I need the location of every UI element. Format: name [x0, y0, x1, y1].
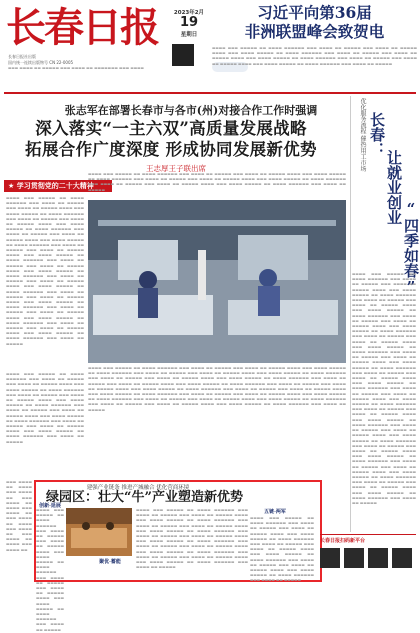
factory-photo: [88, 200, 346, 363]
feature-body-col1: ▬▬▬▬ ▬▬▬ ▬▬▬▬▬ ▬▬ ▬▬▬▬ ▬▬▬▬▬▬ ▬▬▬ ▬▬▬▬ ▬▬ ▬▬▬▬▬ ▬▬▬ ▬▬▬▬ ▬▬ ▬▬▬▬▬ ▬▬▬▬ ▬▬▬ ▬▬▬▬ ▬▬▬▬▬ ▬▬ ▬▬▬▬ ▬▬▬▬▬▬ ▬▬▬ ▬▬▬▬ ▬▬ ▬▬▬▬▬ ▬▬▬ ▬▬▬▬ ▬▬ ▬▬▬▬▬ ▬▬▬▬ ▬▬▬ ▬▬▬▬ ▬▬▬▬▬ ▬▬ ▬▬▬▬ ▬▬▬▬▬▬ ▬▬▬ ▬▬▬▬ ▬▬ ▬▬▬▬▬: [36, 508, 64, 632]
feature-sub-2: 聚优·蓄能: [99, 559, 121, 565]
sidebar-title-3[interactable]: “四季如春”: [402, 200, 420, 296]
star-icon: ★: [8, 182, 17, 190]
qr-icon-4[interactable]: [392, 548, 412, 568]
feature-title[interactable]: 绿园区：壮大“牛”产业塑造新优势: [46, 490, 243, 505]
sidebar-kicker: 优化服务流程 催热用工市场: [359, 98, 366, 172]
section-bar-label: 学习贯彻党的二十大精神: [16, 182, 94, 190]
edition-line-2: 国内统一连续出版物号 CN 22-0005: [8, 60, 74, 65]
sidebar-body: ▬▬▬▬ ▬▬▬ ▬▬▬▬▬ ▬▬ ▬▬▬▬ ▬▬▬▬▬▬ ▬▬▬ ▬▬▬▬ ▬▬ ▬▬▬▬▬ ▬▬▬ ▬▬▬▬ ▬▬ ▬▬▬▬▬ ▬▬▬▬ ▬▬▬ ▬▬▬▬ ▬▬▬▬▬ ▬▬ ▬▬▬▬ ▬▬▬▬▬▬ ▬▬▬ ▬▬▬▬ ▬▬ ▬▬▬▬▬ ▬▬▬ ▬▬▬▬ ▬▬ ▬▬▬▬▬ ▬▬▬▬ ▬▬▬ ▬▬▬▬ ▬▬▬▬▬ ▬▬ ▬▬▬▬ ▬▬▬▬▬▬ ▬▬▬ ▬▬▬▬ ▬▬ ▬▬▬▬▬ ▬▬▬ ▬▬▬▬ ▬▬ ▬▬▬▬▬ ▬▬▬▬ ▬▬▬ ▬▬▬▬ ▬▬▬▬▬ ▬▬ ▬▬▬▬ ▬▬▬▬▬▬ ▬▬▬ ▬▬▬▬ ▬▬ ▬▬▬▬▬ ▬▬▬ ▬▬▬▬ ▬▬ ▬▬▬▬▬ ▬▬▬▬ ▬▬▬ ▬▬▬▬ ▬▬▬▬▬ ▬▬ ▬▬▬▬ ▬▬▬▬▬▬ ▬▬▬ ▬▬▬▬ ▬▬ ▬▬▬▬▬ ▬▬▬ ▬▬▬▬ ▬▬ ▬▬▬▬▬ ▬▬▬▬ ▬▬▬ ▬▬▬▬ ▬▬▬▬▬ ▬▬ ▬▬▬▬ ▬▬▬▬▬▬ ▬▬▬ ▬▬▬▬ ▬▬ ▬▬▬▬▬ ▬▬▬ ▬▬▬▬ ▬▬ ▬▬▬▬▬ ▬▬▬▬ ▬▬▬ ▬▬▬▬ ▬▬▬▬▬ ▬▬ ▬▬▬▬ ▬▬▬▬▬▬ ▬▬▬ ▬▬▬▬ ▬▬ ▬▬▬▬▬ ▬▬▬ ▬▬▬▬ ▬▬ ▬▬▬▬▬ ▬▬▬▬ ▬▬▬ ▬▬▬▬ ▬▬▬▬▬ ▬▬ ▬▬▬▬ ▬▬▬▬▬▬ ▬▬▬ ▬▬▬▬ ▬▬ ▬▬▬▬▬ ▬▬▬ ▬▬▬▬ ▬▬ ▬▬▬▬▬ ▬▬▬▬ ▬▬▬ ▬▬▬▬ ▬▬▬▬▬ ▬▬ ▬▬▬▬ ▬▬▬▬▬▬ ▬▬▬ ▬▬▬▬ ▬▬ ▬▬▬▬▬ ▬▬▬ ▬▬▬▬ ▬▬ ▬▬▬▬▬ ▬▬▬▬ ▬▬▬ ▬▬▬▬ ▬▬▬▬▬ ▬▬ ▬▬▬▬ ▬▬▬▬▬▬ ▬▬▬ ▬▬▬▬ ▬▬ ▬▬▬▬▬ ▬▬▬ ▬▬▬▬ ▬▬ ▬▬▬▬▬ ▬▬▬▬ ▬▬▬ ▬▬▬▬ ▬▬▬▬▬ ▬▬ ▬▬▬▬ ▬▬▬▬▬▬ ▬▬▬ ▬▬▬▬ ▬▬ ▬▬▬▬▬ ▬▬▬ ▬▬▬▬ ▬▬ ▬▬▬▬▬ ▬▬▬▬ ▬▬▬ ▬▬▬▬ ▬▬▬▬▬ ▬▬ ▬▬▬▬ ▬▬▬▬▬▬ ▬▬▬ ▬▬▬▬ ▬▬ ▬▬▬▬▬ ▬▬▬ ▬▬▬▬ ▬▬ ▬▬▬▬▬ ▬▬▬▬ ▬▬▬ ▬▬▬▬ ▬▬▬▬▬ ▬▬ ▬▬▬▬ ▬▬▬▬▬▬ ▬▬▬ ▬▬▬▬ ▬▬ ▬▬▬▬▬: [352, 272, 416, 505]
qr-icon-2[interactable]: [344, 548, 364, 568]
sidebar-title-2[interactable]: 让就业创业: [385, 150, 403, 225]
lead-title[interactable]: [6, 118, 336, 160]
qr-code-icon: [172, 44, 194, 66]
edition-line: 长春日报社出版: [8, 54, 36, 59]
lead-body-top: ▬▬▬▬ ▬▬▬ ▬▬▬▬▬ ▬▬ ▬▬▬▬ ▬▬▬▬▬▬ ▬▬▬ ▬▬▬▬ ▬▬ ▬▬▬▬▬ ▬▬▬ ▬▬▬▬ ▬▬ ▬▬▬▬▬ ▬▬▬▬ ▬▬▬ ▬▬▬▬ ▬▬▬▬▬ ▬▬ ▬▬▬▬ ▬▬▬▬▬▬ ▬▬▬ ▬▬▬▬ ▬▬ ▬▬▬▬▬ ▬▬▬ ▬▬▬▬ ▬▬ ▬▬▬▬▬ ▬▬▬▬ ▬▬▬ ▬▬▬▬ ▬▬▬▬▬ ▬▬ ▬▬▬▬ ▬▬▬▬▬▬ ▬▬▬ ▬▬▬▬ ▬▬ ▬▬▬▬▬ ▬▬▬ ▬▬▬▬ ▬▬ ▬▬▬▬▬ ▬▬▬▬ ▬▬▬ ▬▬▬▬ ▬▬▬▬▬ ▬▬ ▬▬▬▬ ▬▬▬▬▬▬ ▬▬▬ ▬▬▬▬ ▬▬ ▬▬▬▬▬: [88, 172, 346, 192]
date-month: 2023年2月: [173, 10, 205, 16]
date-day: 19: [179, 15, 199, 30]
feature-photo-art: [66, 508, 132, 556]
top-story-body: ▬▬▬▬ ▬▬▬ ▬▬▬▬▬ ▬▬ ▬▬▬▬ ▬▬▬▬▬▬ ▬▬▬ ▬▬▬▬ ▬▬ ▬▬▬▬▬ ▬▬▬ ▬▬▬▬ ▬▬ ▬▬▬▬▬ ▬▬▬▬ ▬▬▬ ▬▬▬▬ ▬▬▬▬▬ ▬▬ ▬▬▬▬ ▬▬▬▬▬▬ ▬▬▬ ▬▬▬▬ ▬▬ ▬▬▬▬▬ ▬▬▬ ▬▬▬▬ ▬▬ ▬▬▬▬▬ ▬▬▬▬ ▬▬▬ ▬▬▬▬ ▬▬▬▬▬ ▬▬ ▬▬▬▬ ▬▬▬▬▬▬ ▬▬▬ ▬▬▬▬ ▬▬ ▬▬▬▬▬ ▬▬▬ ▬▬▬▬ ▬▬ ▬▬▬▬▬ ▬▬▬▬ ▬▬▬ ▬▬▬▬ ▬▬▬▬▬ ▬▬ ▬▬▬▬ ▬▬▬▬▬▬ ▬▬▬ ▬▬▬▬ ▬▬ ▬▬▬▬▬: [212, 46, 417, 66]
lead-body-col1: ▬▬▬▬ ▬▬▬ ▬▬▬▬▬ ▬▬ ▬▬▬▬ ▬▬▬▬▬▬ ▬▬▬ ▬▬▬▬ ▬▬ ▬▬▬▬▬ ▬▬▬ ▬▬▬▬ ▬▬ ▬▬▬▬▬ ▬▬▬▬ ▬▬▬ ▬▬▬▬ ▬▬▬▬▬ ▬▬ ▬▬▬▬ ▬▬▬▬▬▬ ▬▬▬ ▬▬▬▬ ▬▬ ▬▬▬▬▬ ▬▬▬ ▬▬▬▬ ▬▬ ▬▬▬▬▬ ▬▬▬▬ ▬▬▬ ▬▬▬▬ ▬▬▬▬▬ ▬▬ ▬▬▬▬ ▬▬▬▬▬▬ ▬▬▬ ▬▬▬▬ ▬▬ ▬▬▬▬▬ ▬▬▬ ▬▬▬▬ ▬▬ ▬▬▬▬▬ ▬▬▬▬ ▬▬▬ ▬▬▬▬ ▬▬▬▬▬ ▬▬ ▬▬▬▬ ▬▬▬▬▬▬ ▬▬▬ ▬▬▬▬ ▬▬ ▬▬▬▬▬ ▬▬▬ ▬▬▬▬ ▬▬ ▬▬▬▬▬ ▬▬▬▬ ▬▬▬ ▬▬▬▬ ▬▬▬▬▬ ▬▬ ▬▬▬▬ ▬▬▬▬▬▬ ▬▬▬ ▬▬▬▬ ▬▬ ▬▬▬▬▬ ▬▬▬ ▬▬▬▬ ▬▬ ▬▬▬▬▬ ▬▬▬▬ ▬▬▬ ▬▬▬▬ ▬▬▬▬▬ ▬▬ ▬▬▬▬ ▬▬▬▬▬▬ ▬▬▬ ▬▬▬▬ ▬▬ ▬▬▬▬▬ ▬▬▬ ▬▬▬▬ ▬▬ ▬▬▬▬▬ ▬▬▬▬ ▬▬▬ ▬▬▬▬ ▬▬▬▬▬ ▬▬ ▬▬▬▬ ▬▬▬▬▬▬ ▬▬▬ ▬▬▬▬ ▬▬ ▬▬▬▬▬ ▬▬▬ ▬▬▬▬ ▬▬ ▬▬▬▬▬ ▬▬▬▬ ▬▬▬ ▬▬▬▬ ▬▬▬▬▬ ▬▬ ▬▬▬▬ ▬▬▬▬▬▬ ▬▬▬ ▬▬▬▬ ▬▬ ▬▬▬▬▬ ▬▬▬ ▬▬▬▬ ▬▬ ▬▬▬▬▬ ▬▬▬▬ ▬▬▬ ▬▬▬▬ ▬▬▬▬▬ ▬▬ ▬▬▬▬ ▬▬▬▬▬▬ ▬▬▬ ▬▬▬▬ ▬▬ ▬▬▬▬▬ ▬▬▬ ▬▬▬▬ ▬▬ ▬▬▬▬▬ ▬▬▬▬ ▬▬▬ ▬▬▬▬ ▬▬▬▬▬ ▬▬ ▬▬▬▬ ▬▬▬▬▬▬ ▬▬▬ ▬▬▬▬ ▬▬ ▬▬▬▬▬: [6, 196, 84, 346]
top-story-line2: 非洲联盟峰会致贺电: [244, 22, 385, 41]
lead-byline: 王志厚王子联出席: [146, 164, 206, 173]
lead-body-col1-bottom: ▬▬▬▬ ▬▬▬ ▬▬▬▬▬ ▬▬ ▬▬▬▬ ▬▬▬▬▬▬ ▬▬▬ ▬▬▬▬ ▬▬ ▬▬▬▬▬ ▬▬▬ ▬▬▬▬ ▬▬ ▬▬▬▬▬ ▬▬▬▬ ▬▬▬ ▬▬▬▬ ▬▬▬▬▬ ▬▬ ▬▬▬▬ ▬▬▬▬▬▬ ▬▬▬ ▬▬▬▬ ▬▬ ▬▬▬▬▬ ▬▬▬ ▬▬▬▬ ▬▬ ▬▬▬▬▬ ▬▬▬▬ ▬▬▬ ▬▬▬▬ ▬▬▬▬▬ ▬▬ ▬▬▬▬ ▬▬▬▬▬▬ ▬▬▬ ▬▬▬▬ ▬▬ ▬▬▬▬▬ ▬▬▬ ▬▬▬▬ ▬▬ ▬▬▬▬▬ ▬▬▬▬ ▬▬▬ ▬▬▬▬ ▬▬▬▬▬ ▬▬ ▬▬▬▬ ▬▬▬▬▬▬ ▬▬▬ ▬▬▬▬ ▬▬ ▬▬▬▬▬ ▬▬▬ ▬▬▬▬ ▬▬ ▬▬▬▬▬ ▬▬▬▬ ▬▬▬ ▬▬▬▬ ▬▬▬▬▬ ▬▬ ▬▬▬▬ ▬▬▬▬▬▬ ▬▬▬ ▬▬▬▬ ▬▬ ▬▬▬▬▬: [6, 372, 84, 444]
footer-panel: [320, 534, 416, 583]
lead-title-line1: 深入落实“一主六双”高质量发展战略: [35, 119, 307, 138]
qr-icon-3[interactable]: [368, 548, 388, 568]
masthead-info: ▬▬▬ ▬▬▬▬ ▬▬ ▬▬▬▬▬ ▬▬▬ ▬▬▬▬ ▬▬ ▬▬▬▬▬▬▬ ▬▬▬ ▬▬▬▬: [8, 66, 144, 70]
factory-photo-art: [88, 200, 346, 363]
feature-body-col3: ▬▬▬▬ ▬▬▬ ▬▬▬▬▬ ▬▬ ▬▬▬▬ ▬▬▬▬▬▬ ▬▬▬ ▬▬▬▬ ▬▬ ▬▬▬▬▬ ▬▬▬ ▬▬▬▬ ▬▬ ▬▬▬▬▬ ▬▬▬▬ ▬▬▬ ▬▬▬▬ ▬▬▬▬▬ ▬▬ ▬▬▬▬ ▬▬▬▬▬▬ ▬▬▬ ▬▬▬▬ ▬▬ ▬▬▬▬▬ ▬▬▬ ▬▬▬▬ ▬▬ ▬▬▬▬▬ ▬▬▬▬ ▬▬▬ ▬▬▬▬ ▬▬▬▬▬ ▬▬ ▬▬▬▬ ▬▬▬▬▬▬ ▬▬▬ ▬▬▬▬ ▬▬ ▬▬▬▬▬ ▬▬▬ ▬▬▬▬ ▬▬ ▬▬▬▬▬ ▬▬▬▬ ▬▬▬ ▬▬▬▬ ▬▬▬▬▬ ▬▬ ▬▬▬▬ ▬▬▬▬▬▬ ▬▬▬ ▬▬▬▬ ▬▬ ▬▬▬▬▬: [250, 516, 314, 583]
feature-sub-1: 创新·延展: [39, 503, 61, 509]
feature-kicker: 建强产业链条 推进产城融合 优化营商环境: [86, 485, 190, 491]
lead-title-line2: 拓展合作广度深度 形成协同发展新优势: [25, 140, 317, 159]
qr-icon-1[interactable]: [320, 548, 340, 568]
sidebar-title-1[interactable]: 长春：: [368, 112, 386, 157]
lead-kicker: 张志军在部署长春市与各市(州)对接合作工作时强调: [64, 104, 318, 117]
left-narrow-column: ▬▬▬ ▬▬▬▬ ▬▬ ▬▬▬▬ ▬▬▬ ▬▬▬▬ ▬▬ ▬▬▬ ▬▬▬▬ ▬▬ ▬▬▬▬ ▬▬▬ ▬▬▬▬ ▬▬ ▬▬▬ ▬▬▬▬ ▬▬ ▬▬▬▬ ▬▬▬ ▬▬▬▬ ▬▬ ▬▬▬ ▬▬▬▬ ▬▬ ▬▬▬▬ ▬▬▬ ▬▬▬▬ ▬▬: [6, 480, 32, 552]
feature-body-col2: ▬▬▬▬ ▬▬▬ ▬▬▬▬▬ ▬▬ ▬▬▬▬ ▬▬▬▬▬▬ ▬▬▬ ▬▬▬▬ ▬▬ ▬▬▬▬▬ ▬▬▬ ▬▬▬▬ ▬▬ ▬▬▬▬▬ ▬▬▬▬ ▬▬▬ ▬▬▬▬ ▬▬▬▬▬ ▬▬ ▬▬▬▬ ▬▬▬▬▬▬ ▬▬▬ ▬▬▬▬ ▬▬ ▬▬▬▬▬ ▬▬▬ ▬▬▬▬ ▬▬ ▬▬▬▬▬ ▬▬▬▬ ▬▬▬ ▬▬▬▬ ▬▬▬▬▬ ▬▬ ▬▬▬▬ ▬▬▬▬▬▬ ▬▬▬ ▬▬▬▬ ▬▬ ▬▬▬▬▬ ▬▬▬ ▬▬▬▬ ▬▬ ▬▬▬▬▬ ▬▬▬▬ ▬▬▬ ▬▬▬▬ ▬▬▬▬▬ ▬▬ ▬▬▬▬ ▬▬▬▬▬▬ ▬▬▬ ▬▬▬▬ ▬▬ ▬▬▬▬▬ ▬▬▬ ▬▬▬▬ ▬▬ ▬▬▬▬▬ ▬▬▬▬ ▬▬▬ ▬▬▬▬ ▬▬▬▬▬ ▬▬ ▬▬▬▬ ▬▬▬▬▬▬ ▬▬▬ ▬▬▬▬ ▬▬ ▬▬▬▬▬ ▬▬▬ ▬▬▬▬ ▬▬ ▬▬▬▬▬ ▬▬▬▬ ▬▬▬ ▬▬▬▬ ▬▬▬▬▬ ▬▬ ▬▬▬▬ ▬▬▬▬▬▬ ▬▬▬ ▬▬▬▬ ▬▬ ▬▬▬▬▬: [136, 508, 248, 570]
feature-photo: [66, 508, 132, 556]
top-story-title[interactable]: [212, 3, 417, 41]
column-rule: [350, 96, 351, 532]
date-block: [160, 8, 218, 38]
masthead-rule: [4, 92, 416, 94]
lead-body-bottom: ▬▬▬▬ ▬▬▬ ▬▬▬▬▬ ▬▬ ▬▬▬▬ ▬▬▬▬▬▬ ▬▬▬ ▬▬▬▬ ▬▬ ▬▬▬▬▬ ▬▬▬ ▬▬▬▬ ▬▬ ▬▬▬▬▬ ▬▬▬▬ ▬▬▬ ▬▬▬▬ ▬▬▬▬▬ ▬▬ ▬▬▬▬ ▬▬▬▬▬▬ ▬▬▬ ▬▬▬▬ ▬▬ ▬▬▬▬▬ ▬▬▬ ▬▬▬▬ ▬▬ ▬▬▬▬▬ ▬▬▬▬ ▬▬▬ ▬▬▬▬ ▬▬▬▬▬ ▬▬ ▬▬▬▬ ▬▬▬▬▬▬ ▬▬▬ ▬▬▬▬ ▬▬ ▬▬▬▬▬ ▬▬▬ ▬▬▬▬ ▬▬ ▬▬▬▬▬ ▬▬▬▬ ▬▬▬ ▬▬▬▬ ▬▬▬▬▬ ▬▬ ▬▬▬▬ ▬▬▬▬▬▬ ▬▬▬ ▬▬▬▬ ▬▬ ▬▬▬▬▬ ▬▬▬ ▬▬▬▬ ▬▬ ▬▬▬▬▬ ▬▬▬▬ ▬▬▬ ▬▬▬▬ ▬▬▬▬▬ ▬▬ ▬▬▬▬ ▬▬▬▬▬▬ ▬▬▬ ▬▬▬▬ ▬▬ ▬▬▬▬▬ ▬▬▬ ▬▬▬▬ ▬▬ ▬▬▬▬▬ ▬▬▬▬ ▬▬▬ ▬▬▬▬ ▬▬▬▬▬ ▬▬ ▬▬▬▬ ▬▬▬▬▬▬ ▬▬▬ ▬▬▬▬ ▬▬ ▬▬▬▬▬ ▬▬▬ ▬▬▬▬ ▬▬ ▬▬▬▬▬ ▬▬▬▬ ▬▬▬ ▬▬▬▬ ▬▬▬▬▬ ▬▬ ▬▬▬▬ ▬▬▬▬▬▬ ▬▬▬ ▬▬▬▬ ▬▬ ▬▬▬▬▬ ▬▬▬ ▬▬▬▬ ▬▬ ▬▬▬▬▬ ▬▬▬▬ ▬▬▬ ▬▬▬▬ ▬▬▬▬▬ ▬▬ ▬▬▬▬ ▬▬▬▬▬▬ ▬▬▬ ▬▬▬▬ ▬▬ ▬▬▬▬▬ ▬▬▬ ▬▬▬▬ ▬▬ ▬▬▬▬▬ ▬▬▬▬ ▬▬▬ ▬▬▬▬ ▬▬▬▬▬ ▬▬ ▬▬▬▬ ▬▬▬▬▬▬ ▬▬▬ ▬▬▬▬ ▬▬ ▬▬▬▬▬ ▬▬▬ ▬▬▬▬ ▬▬ ▬▬▬▬▬ ▬▬▬▬ ▬▬▬ ▬▬▬▬ ▬▬▬▬▬ ▬▬ ▬▬▬▬ ▬▬▬▬▬▬ ▬▬▬ ▬▬▬▬ ▬▬ ▬▬▬▬▬: [88, 366, 346, 412]
footer-label: 长春日报扫码新平台: [320, 538, 366, 544]
masthead-logo: 长春日报: [6, 4, 158, 51]
top-story-line1: 习近平向第36届: [257, 3, 372, 22]
feature-sub-3: 五链·两军: [264, 509, 286, 515]
date-weekday: 星期日: [180, 32, 198, 38]
